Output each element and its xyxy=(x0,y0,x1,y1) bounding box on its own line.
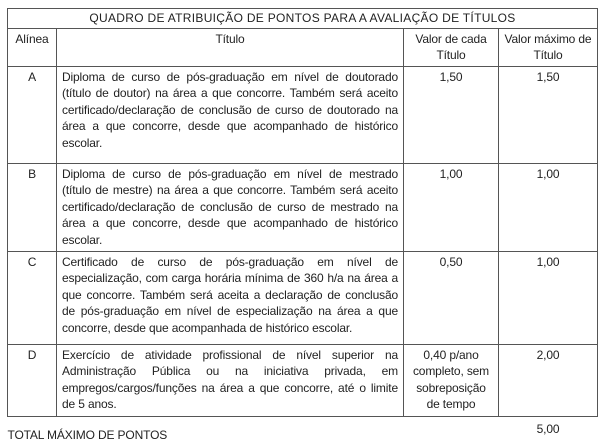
row-titulo: Diploma de curso de pós-graduação em nível de doutorado (título de doutor) na área a que concorre. Também será aceito certificado/declaração de conclusão de curso de doutorado na área a que concorre, desde que acompanhado de histórico escolar. xyxy=(57,66,404,163)
row-valor: 1,50 xyxy=(404,66,499,163)
total-value: 5,00 xyxy=(499,416,598,445)
table-row xyxy=(8,163,598,251)
row-alinea: C xyxy=(8,251,57,344)
total-label: TOTAL MÁXIMO DE PONTOS xyxy=(8,416,499,445)
row-titulo: Exercício de atividade profissional de nível superior na Administração Pública ou na iniciativa privada, em empregos/cargos/funções na área a que concorre, até o limite de 5 anos. xyxy=(57,344,404,416)
row-alinea: A xyxy=(8,66,57,163)
header-valor-maximo: Valor máximo de Título xyxy=(499,28,598,66)
header-titulo: Título xyxy=(57,28,404,66)
row-alinea: D xyxy=(8,344,57,416)
row-maximo: 2,00 xyxy=(499,344,598,416)
row-maximo: 1,00 xyxy=(499,163,598,251)
header-alinea: Alínea xyxy=(8,28,57,66)
row-alinea: B xyxy=(8,163,57,251)
header-valor-cada: Valor de cada Título xyxy=(404,28,499,66)
table-caption: QUADRO DE ATRIBUIÇÃO DE PONTOS PARA A AVALIAÇÃO DE TÍTULOS xyxy=(8,9,598,29)
table-row xyxy=(8,66,598,163)
points-table xyxy=(7,8,598,445)
row-valor: 1,00 xyxy=(404,163,499,251)
row-maximo: 1,00 xyxy=(499,251,598,344)
row-valor: 0,40 p/ano completo, sem sobreposição de tempo xyxy=(404,344,499,416)
row-maximo: 1,50 xyxy=(499,66,598,163)
row-titulo: Certificado de curso de pós-graduação em nível de especialização, com carga horária mínima de 360 h/a na área a que concorre. Também será aceita a declaração de conclusão de pós-graduação em nível de especialização na área a que concorre, desde que acompanhada de histórico escolar. xyxy=(57,251,404,344)
row-valor: 0,50 xyxy=(404,251,499,344)
row-titulo: Diploma de curso de pós-graduação em nível de mestrado (título de mestre) na área a que concorre. Também será aceito certificado/declaração de conclusão de curso de mestrado na área a que concorre, desde que acompanhado de histórico escolar. xyxy=(57,163,404,251)
table-row xyxy=(8,251,598,344)
table-row xyxy=(8,344,598,416)
